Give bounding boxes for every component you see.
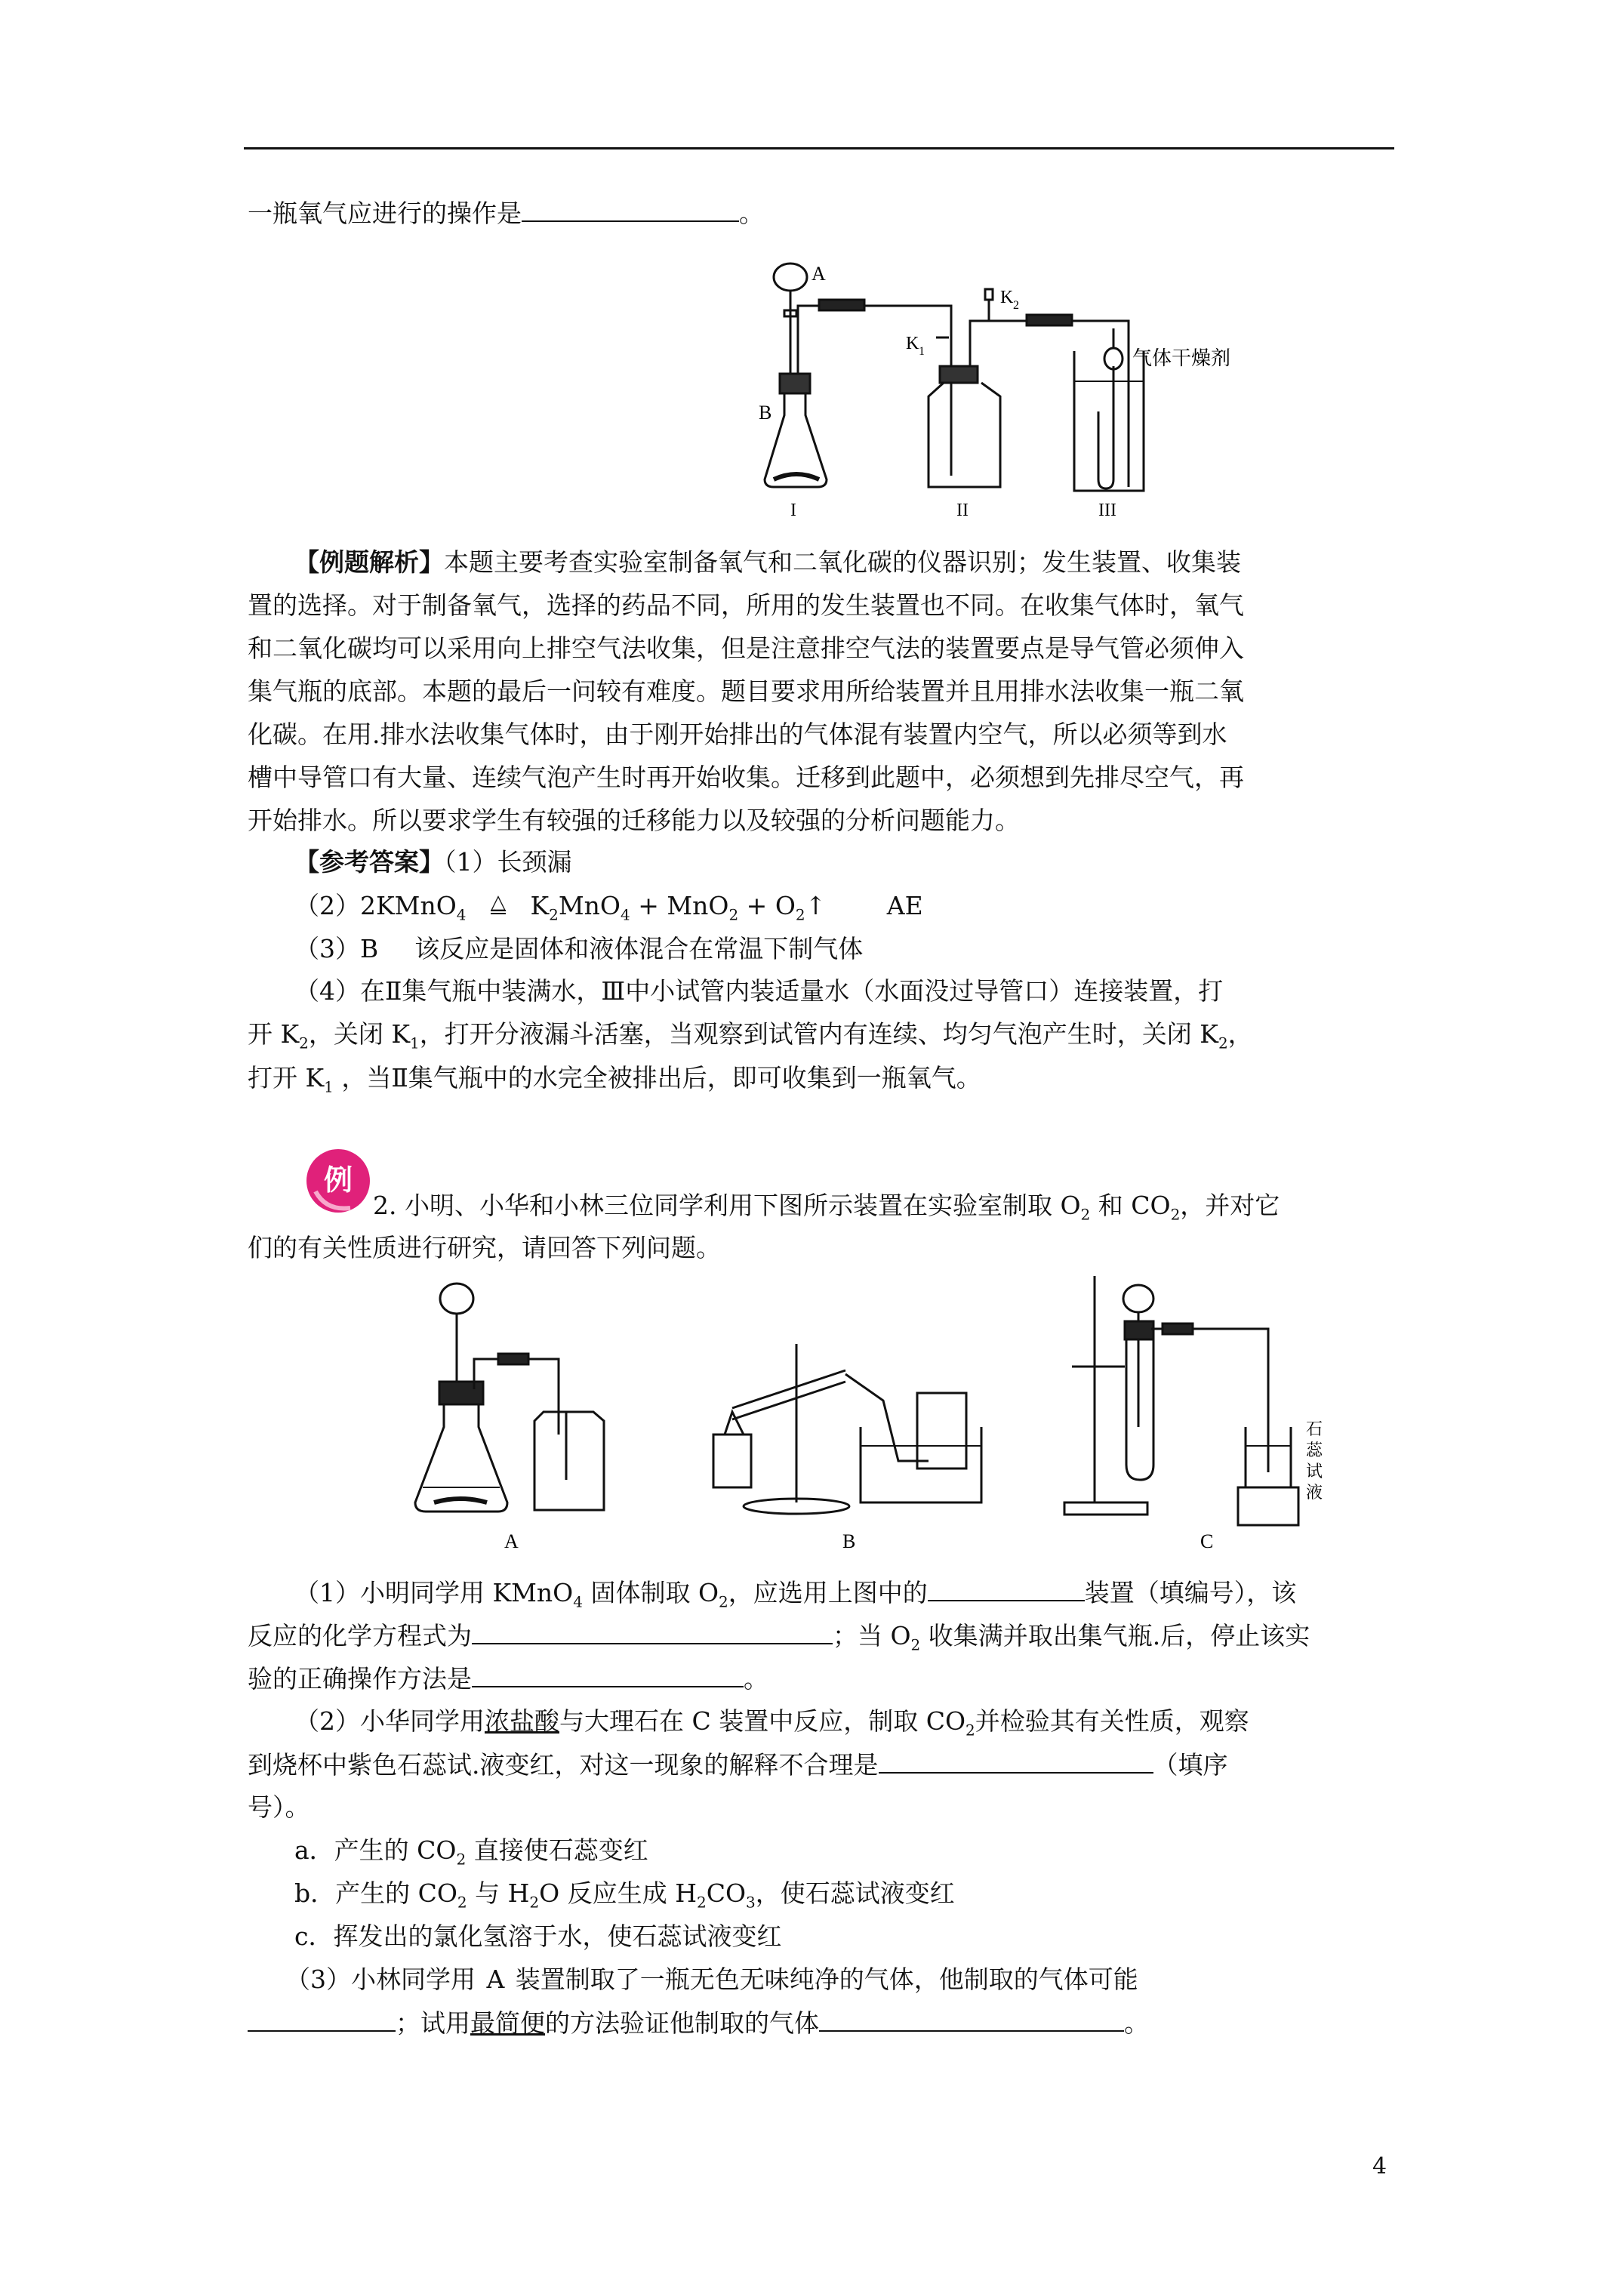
label-ii: II: [956, 501, 969, 520]
label-k1: K: [906, 334, 919, 353]
question-tail: 一瓶氧气应进行的操作是 。: [248, 199, 764, 228]
answer-line-1: 【参考答案】（1）长颈漏: [294, 847, 572, 877]
example2-line-2: 们的有关性质进行研究，请回答下列问题。: [248, 1233, 721, 1262]
label-b2: B: [842, 1530, 856, 1552]
analysis-line-3: 和二氧化碳均可以采用向上排空气法收集，但是注意排空气法的装置要点是导气管必须伸入: [248, 633, 1244, 663]
q1-line-2: 反应的化学方程式为 ；当 $O_2$ 收集满并取出集气瓶.后，停止该实: [248, 1621, 1310, 1654]
heat-arrow: △: [490, 891, 506, 914]
q2-line-2: 到烧杯中紫色石蕊试.液变红，对这一现象的解释不合理是 （填序: [248, 1750, 1228, 1780]
header-rule: [244, 147, 1394, 149]
label-a: A: [812, 263, 826, 285]
label-a2: A: [504, 1530, 519, 1552]
analysis-label: 【例题解析】: [294, 547, 444, 577]
q1-line-3: 验的正确操作方法是 。: [248, 1664, 768, 1693]
q1-blank-1: [928, 1577, 1085, 1601]
analysis-line-5: 化碳。在用.排水法收集气体时，由于刚开始排出的气体混有装置内空气，所以必须等到水: [248, 720, 1227, 749]
label-iii: III: [1098, 501, 1116, 520]
label-litmus-3: 试: [1306, 1462, 1323, 1481]
label-c2: C: [1200, 1530, 1214, 1552]
figure-apparatus-2: [408, 1276, 1389, 1555]
label-k2-sub: 2: [1013, 299, 1019, 312]
page-number: 4: [1372, 2153, 1387, 2180]
answer-blank: [522, 198, 739, 222]
q1-blank-2: [472, 1620, 833, 1644]
label-drier: 气体干燥剂: [1132, 347, 1231, 370]
q2-option-b: b．产生的 $CO_2$ 与 $H_2O$ 反应生成 $H_2CO_3$，使石蕊试液变红: [294, 1878, 955, 1912]
example2-line-1: 2. 小明、小华和小林三位同学利用下图所示装置在实验室制取 $O_2$ 和 $CO_2$，并对它: [373, 1191, 1280, 1224]
answer-label: 【参考答案】: [294, 847, 444, 877]
q2-option-c: c．挥发出的氯化氢溶于水，使石蕊试液变红: [294, 1922, 782, 1951]
label-litmus-4: 液: [1306, 1484, 1323, 1502]
analysis-line-7: 开始排水。所以要求学生有较强的迁移能力以及较强的分析问题能力。: [248, 806, 1020, 835]
answer-line-2: （2）2KMnO$_4$ △ $K_2MnO_4 + MnO_2$ + $O_2↑$ AE: [294, 891, 923, 930]
q2-blank: [879, 1749, 1153, 1774]
q3-blank-2: [819, 2008, 1124, 2032]
q1-blank-3: [472, 1663, 744, 1687]
q3-line-1: （3）小林同学用 A 装置制取了一瓶无色无味纯净的气体，他制取的气体可能: [285, 1965, 1138, 1994]
label-k2: K: [1000, 288, 1014, 307]
answer-line-4: （4）在Ⅱ集气瓶中装满水，Ⅲ中小试管内装适量水（水面没过导管口）连接装置，打: [294, 976, 1224, 1006]
q2-option-a: a．产生的 $CO_2$ 直接使石蕊变红: [294, 1835, 648, 1869]
answer-line-6: 打开 $K_1$ ，当Ⅱ集气瓶中的水完全被排出后，即可收集到一瓶氧气。: [248, 1063, 981, 1096]
analysis-line-4: 集气瓶的底部。本题的最后一问较有难度。题目要求用所给装置并且用排水法收集一瓶二氧: [248, 676, 1244, 706]
q2-line-1: （2）小华同学用浓盐酸与大理石在 C 装置中反应，制取 $CO_2$并检验其有关性质，观察: [294, 1706, 1249, 1740]
analysis-line-1: 【例题解析】本题主要考查实验室制备氧气和二氧化碳的仪器识别；发生装置、收集装: [294, 547, 1241, 577]
analysis-line-2: 置的选择。对于制备氧气，选择的药品不同，所用的发生装置也不同。在收集气体时，氧气: [248, 590, 1244, 620]
q1-line-1: （1）小明同学用 KMnO$_4$ 固体制取 $O_2$，应选用上图中的 装置（填编号），该: [294, 1578, 1297, 1611]
label-i: I: [790, 501, 796, 520]
example-badge: [303, 1146, 373, 1216]
q2-line-3: 号）。: [248, 1792, 310, 1822]
label-litmus-2: 蕊: [1306, 1441, 1323, 1460]
label-litmus-1: 石: [1306, 1420, 1323, 1439]
q3-blank-1: [248, 2008, 396, 2032]
label-k1-sub: 1: [919, 345, 925, 358]
badge-text: 例: [323, 1163, 353, 1197]
answer-line-3: （3）B 该反应是固体和液体混合在常温下制气体: [294, 934, 864, 963]
analysis-line-6: 槽中导管口有大量、连续气泡产生时再开始收集。迁移到此题中，必须想到先排尽空气，再: [248, 763, 1244, 792]
answer-line-5: 开 $K_2$，关闭 $K_1$，打开分液漏斗活塞，当观察到试管内有连续、均匀气泡产生时，关闭 $K_2$，: [248, 1019, 1253, 1052]
figure-apparatus-1: [751, 253, 1264, 525]
q3-line-2: ；试用最简便的方法验证他制取的气体 。: [248, 2008, 1149, 2039]
label-b: B: [759, 402, 772, 424]
